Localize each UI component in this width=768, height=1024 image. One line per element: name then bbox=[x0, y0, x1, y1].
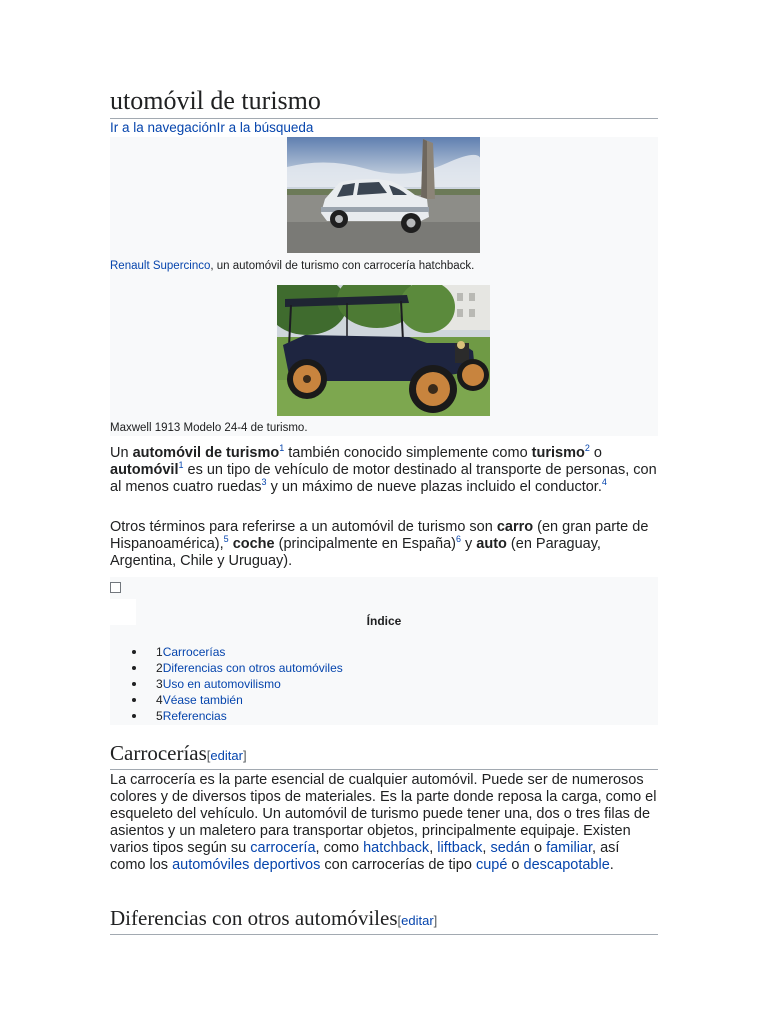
sedan-link[interactable]: sedán bbox=[490, 840, 530, 856]
table-of-contents bbox=[110, 577, 658, 725]
bullet-icon bbox=[132, 650, 136, 654]
figure-renault bbox=[110, 137, 658, 282]
hatchback-link[interactable]: hatchback bbox=[363, 840, 430, 856]
familiar-link[interactable]: familiar bbox=[546, 840, 593, 856]
figure-caption: Maxwell 1913 Modelo 24-4 de turismo. bbox=[110, 422, 308, 434]
toc-item-uso[interactable]: 3Uso en automovilismo bbox=[110, 676, 343, 692]
ref-5[interactable]: 5 bbox=[223, 534, 229, 545]
ref-1[interactable]: 1 bbox=[178, 460, 184, 471]
edit-section-link[interactable]: [editar] bbox=[206, 748, 247, 763]
ref-6[interactable]: 6 bbox=[455, 534, 461, 545]
section-heading-diferencias: Diferencias con otros automóviles[editar] bbox=[110, 905, 658, 935]
maxwell-photo[interactable] bbox=[277, 285, 490, 416]
page-title: utomóvil de turismo bbox=[110, 84, 658, 119]
figure-caption: Renault Supercinco, un automóvil de turismo con carrocería hatchback. bbox=[110, 260, 475, 272]
bullet-icon bbox=[132, 682, 136, 686]
ref-3[interactable]: 3 bbox=[261, 477, 267, 488]
carrocerias-paragraph: La carrocería es la parte esencial de cualquier automóvil. Puede ser de numerosos colores y de diversos tipos de materiales. Es la parte donde reposa la carga, como el esqueleto del vehículo. Un automóvil de turismo puede tener una, dos o tres filas de asientos y un maletero para transportar objetos, principalmente equipaje. Existen varios tipos según su carrocería, como hatchback, liftback, sedán o familiar, así como los automóviles deportivos con carrocerías de tipo cupé o descapotable. bbox=[110, 772, 657, 873]
toc-item-diferencias[interactable]: 2Diferencias con otros automóviles bbox=[110, 660, 343, 676]
descapotable-link[interactable]: descapotable bbox=[523, 857, 610, 873]
bullet-icon bbox=[132, 714, 136, 718]
ref-1[interactable]: 1 bbox=[279, 443, 285, 454]
renault-supercinco-link[interactable]: Renault Supercinco bbox=[110, 260, 211, 272]
jump-to-search-link[interactable]: Ir a la búsqueda bbox=[216, 120, 314, 135]
jump-to-navigation-link[interactable]: Ir a la navegación bbox=[110, 120, 217, 135]
cupe-link[interactable]: cupé bbox=[475, 857, 508, 873]
bullet-icon bbox=[132, 666, 136, 670]
liftback-link[interactable]: liftback bbox=[437, 840, 483, 856]
section-heading-carrocerias: Carrocerías[editar] bbox=[110, 740, 658, 770]
jump-links bbox=[110, 120, 313, 135]
ref-4[interactable]: 4 bbox=[601, 477, 607, 488]
automoviles-deportivos-link[interactable]: automóviles deportivos bbox=[172, 857, 321, 873]
toc-item-carrocerias[interactable]: 1Carrocerías bbox=[110, 644, 343, 660]
intro-paragraph-1: Un automóvil de turismo$^1$ también conocido simplemente como turismo$^2$ o automóvil$^1$ es un tipo de vehículo de motor destinado al transporte de personas, con al menos cuatro ruedas$^3$ y un máximo de nueve plazas incluido el conductor.$^4$ bbox=[110, 443, 657, 495]
toc-title: Índice bbox=[366, 614, 402, 628]
toc-item-vease[interactable]: 4Véase también bbox=[110, 692, 343, 708]
toc-list bbox=[110, 644, 343, 724]
bullet-icon bbox=[132, 698, 136, 702]
edit-section-link[interactable]: [editar] bbox=[397, 913, 438, 928]
ref-2[interactable]: 2 bbox=[584, 443, 590, 454]
intro-paragraph-2: Otros términos para referirse a un automóvil de turismo son carro (en gran parte de Hispanoamérica),$^5$ coche (principalmente en España)$^6$ y auto (en Paraguay, Argentina, Chile y Uruguay). bbox=[110, 519, 649, 569]
toc-item-referencias[interactable]: 5Referencias bbox=[110, 708, 343, 724]
toc-toggle-checkbox[interactable] bbox=[110, 582, 121, 593]
renault-photo[interactable] bbox=[287, 137, 480, 253]
carroceria-link[interactable]: carrocería bbox=[250, 840, 316, 856]
figure-maxwell bbox=[110, 282, 658, 436]
